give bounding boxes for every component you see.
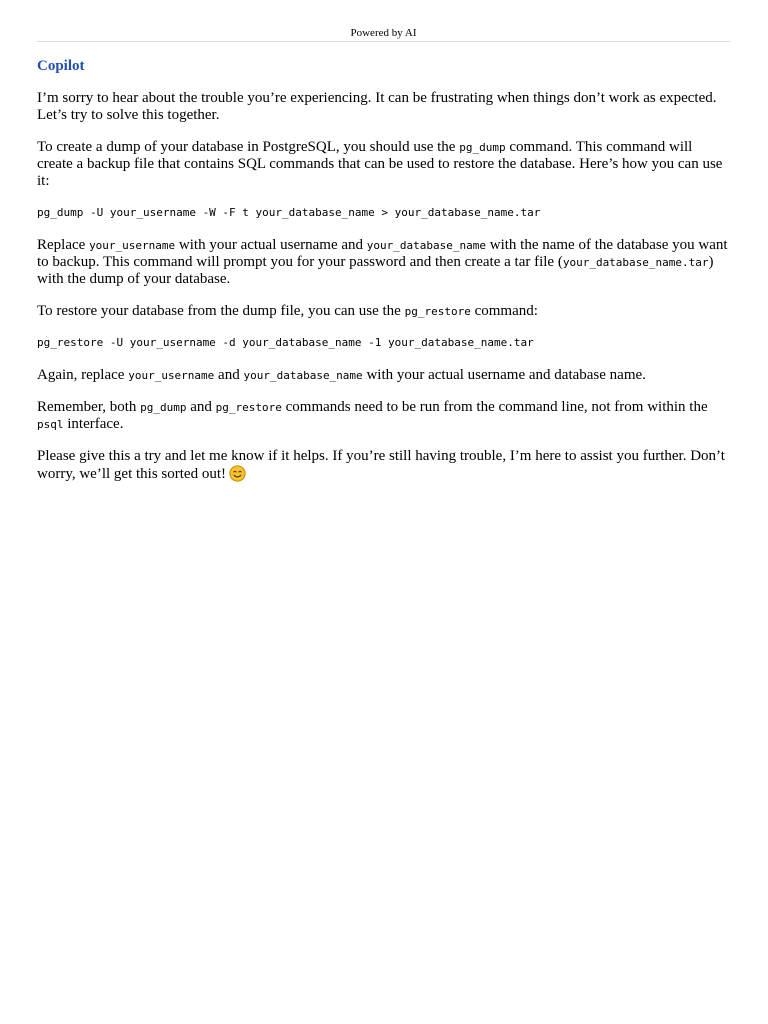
inline-code-username: your_username: [89, 239, 176, 252]
speaker-name: Copilot: [37, 58, 85, 74]
paragraph-closing: [37, 448, 731, 483]
text: Again, replace: [37, 367, 129, 383]
inline-code-tar-file: your_database_name.tar: [562, 256, 709, 269]
text: To restore your database from the dump file, you can use the: [37, 303, 405, 319]
text: ) with the dump of your database.: [37, 254, 714, 287]
code-block-restore: pg_restore -U your_username -d your_database_name -1 your_database_name.tar: [37, 336, 534, 349]
text: and: [186, 399, 216, 415]
paragraph-intro: I’m sorry to hear about the trouble you’re experiencing. It can be frustrating when things don’t work as expected. Let’s try to solve this together.: [37, 90, 717, 123]
text: with your actual username and database name.: [362, 367, 646, 383]
inline-code-database-name: your_database_name: [243, 369, 363, 382]
text: command:: [470, 303, 538, 319]
message-content: [37, 57, 731, 498]
text: command. This command will create a backup file that contains SQL commands that can be used to restore the database. Here’s how you can use it:: [37, 139, 723, 189]
text: with your actual username and: [175, 237, 367, 253]
paragraph-remember: [37, 399, 731, 433]
powered-by-header: [37, 26, 730, 42]
text: commands need to be run from the command line, not from within the: [281, 399, 708, 415]
inline-code-psql: psql: [37, 418, 64, 431]
text: interface.: [63, 416, 124, 432]
inline-code-pg-dump: pg_dump: [459, 141, 506, 154]
inline-code-username: your_username: [128, 369, 215, 382]
text: with the name of the database you want to backup. This command will prompt you for your password and then create a tar file (: [37, 237, 728, 270]
text: To create a dump of your database in PostgreSQL, you should use the: [37, 139, 460, 155]
inline-code-pg-dump: pg_dump: [140, 401, 187, 414]
paragraph-restore: [37, 303, 731, 320]
code-block-dump: pg_dump -U your_username -W -F t your_database_name > your_database_name.tar: [37, 206, 541, 219]
smiling-face-icon: [229, 465, 246, 482]
inline-code-pg-restore: pg_restore: [404, 305, 471, 318]
inline-code-pg-restore: pg_restore: [215, 401, 282, 414]
paragraph-again: [37, 367, 731, 384]
inline-code-database-name: your_database_name: [366, 239, 486, 252]
text: Please give this a try and let me know if it helps. If you’re still having trouble, I’m here to assist you further. Don’t worry, we’ll get this sorted out!: [37, 448, 725, 482]
paragraph-create-dump: [37, 139, 731, 190]
powered-by-text: Powered by AI: [350, 27, 417, 39]
text: Remember, both: [37, 399, 141, 415]
text: Replace: [37, 237, 90, 253]
paragraph-replace: [37, 237, 731, 288]
text: and: [214, 367, 244, 383]
